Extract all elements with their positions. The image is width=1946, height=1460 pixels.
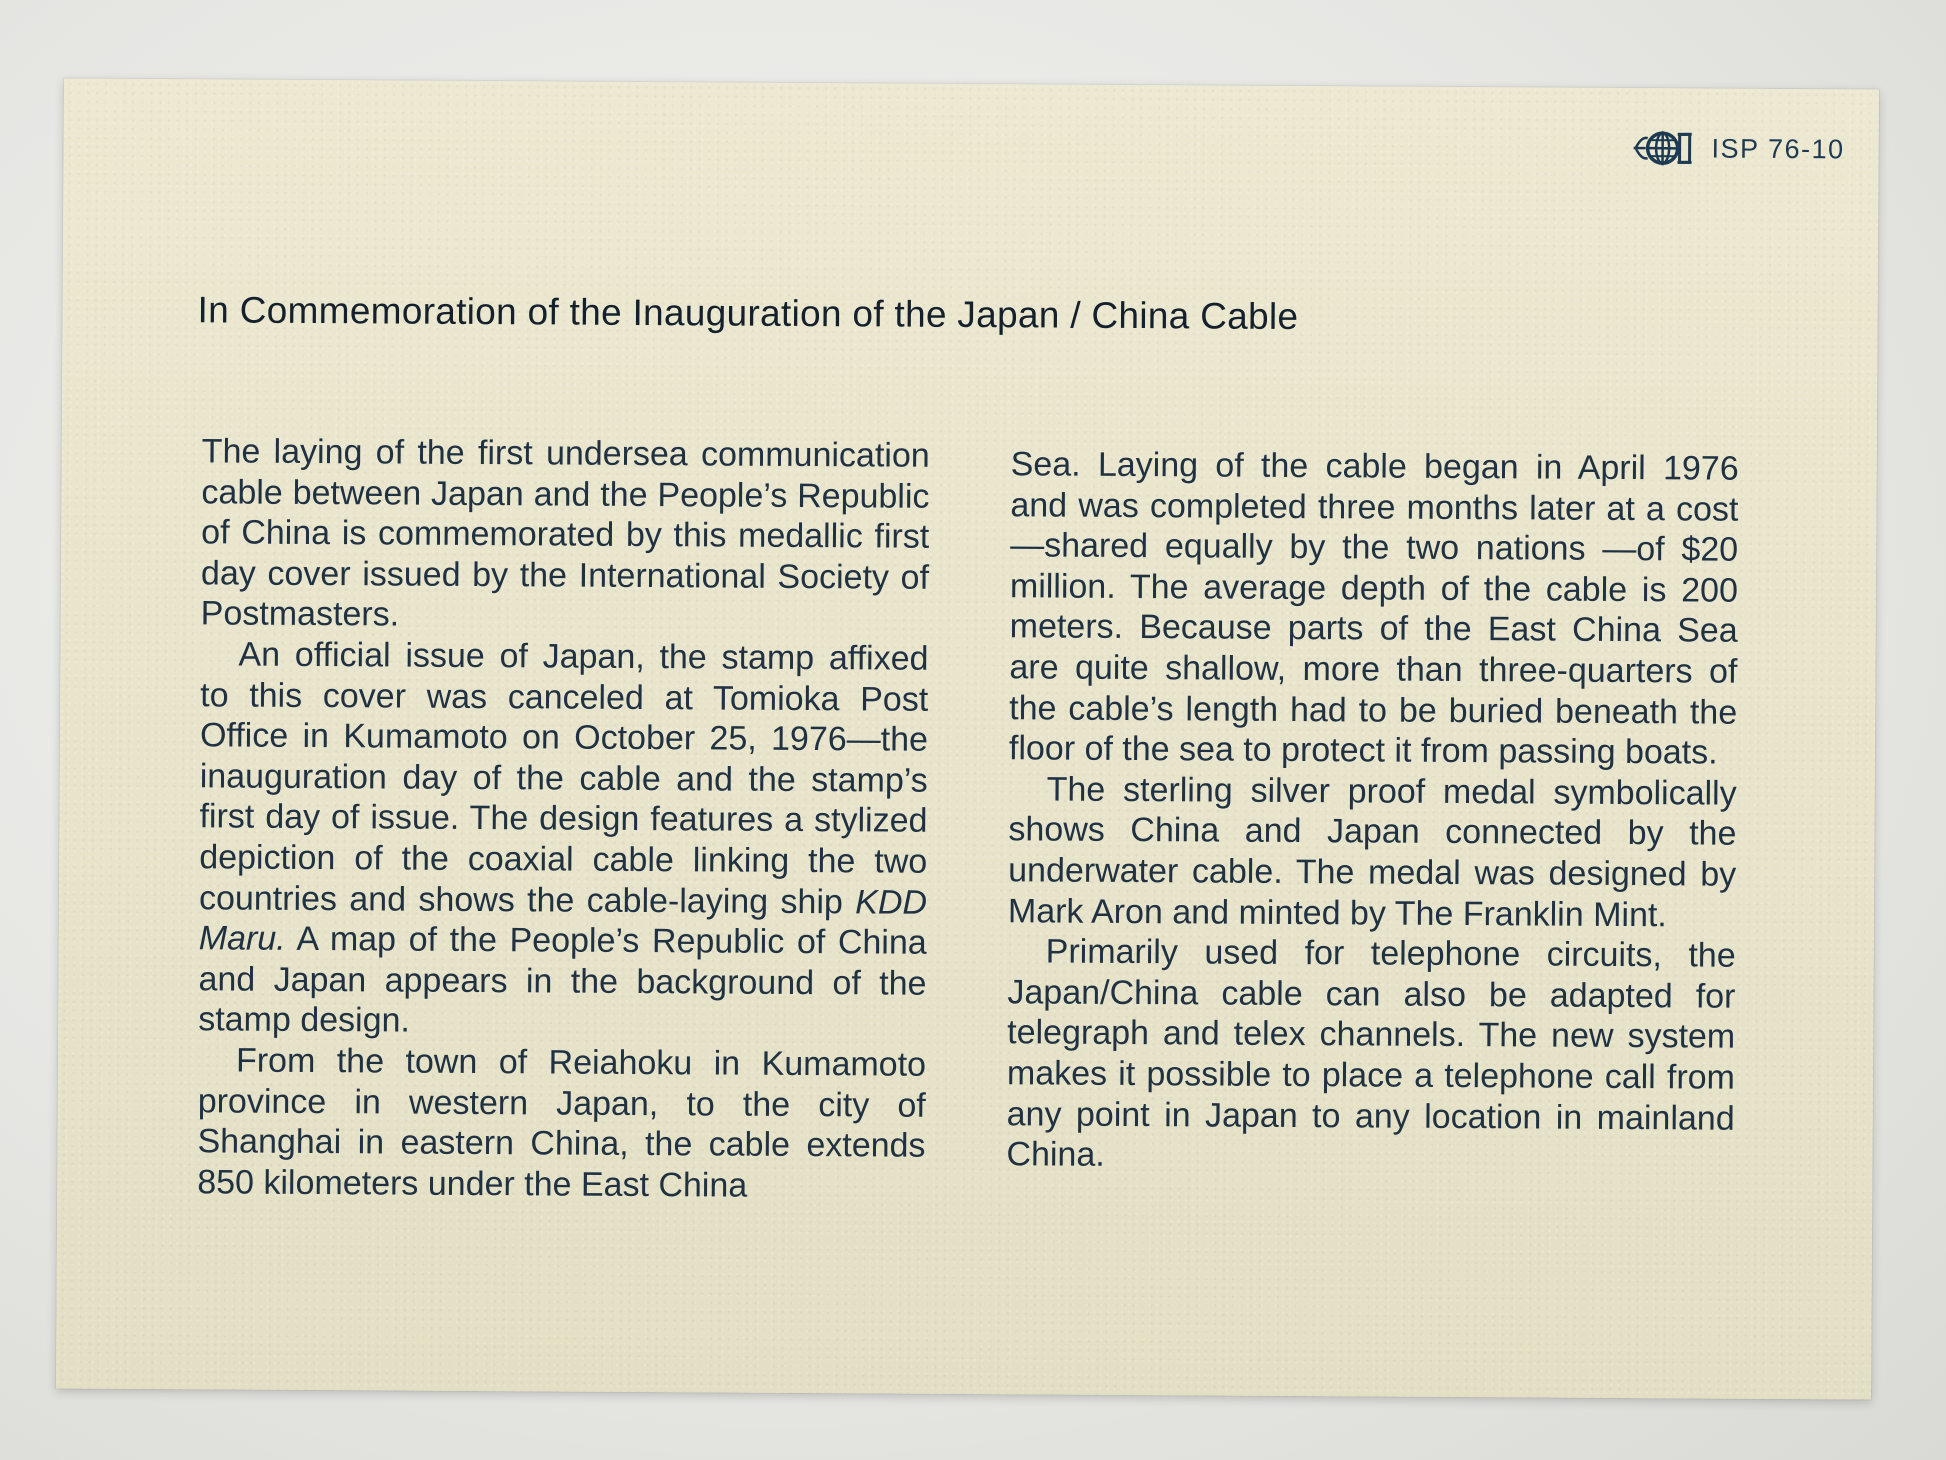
right-column [1006,444,1738,1179]
paragraph-stamp [198,634,928,1044]
left-column [197,431,930,1207]
catalog-number: ISP 76-10 [1711,133,1845,164]
paragraph-usage: Primarily used for telephone circuits, the Japan/China cable can also be adapted for telegraph and telex channels. The new system makes it possible to place a telephone call from any point in Japan to any location in mainland China. [1006,932,1736,1174]
globe-icon [1631,128,1693,168]
page-title: In Commemoration of the Inauguration of the Japan / China Cable [197,289,1299,338]
paragraph-medal: The sterling silver proof medal symbolically shows China and Japan connected by the underwater cable. The medal was designed by Mark Aron and minted by The Franklin Mint. [1007,770,1737,934]
catalog-code [1631,128,1844,169]
paragraph-construction: Sea. Laying of the cable began in April 1976 and was completed three months later at a cost—shared equally by the two nations —of $20 million. The average depth of the cable is 200 meters. Because parts of the East China Sea are quite shallow, more than three-quarters of the cable’s length had to be buried beneath the floor of the sea to protect it from passing boats. [1008,445,1739,772]
ship-name: KDD Maru. [198,882,928,958]
paragraph-stamp-text: An official issue of Japan, the stamp affixed to this cover was canceled at Tomioka Post Office in Kumamoto on October 25, 1976—the inauguration day of the cable and the stamp’s first day of issue. The design features a stylized depiction of the coaxial cable linking the two countries and shows the cable-laying ship [198,635,929,921]
paragraph-stamp-text-end: A map of the People’s Republic of China and Japan appears in the background of the stamp design. [198,919,927,1040]
info-card [56,78,1879,1399]
paragraph-route: From the town of Reiahoku in Kumamoto province in western Japan, to the city of Shanghai in eastern China, the cable extends 850 kilometers under the East China [197,1041,927,1205]
paragraph-intro: The laying of the first undersea communication cable between Japan and the People’s Republic of China is commemorated by this medallic first day cover issued by the International Society of Postmasters. [200,432,930,634]
